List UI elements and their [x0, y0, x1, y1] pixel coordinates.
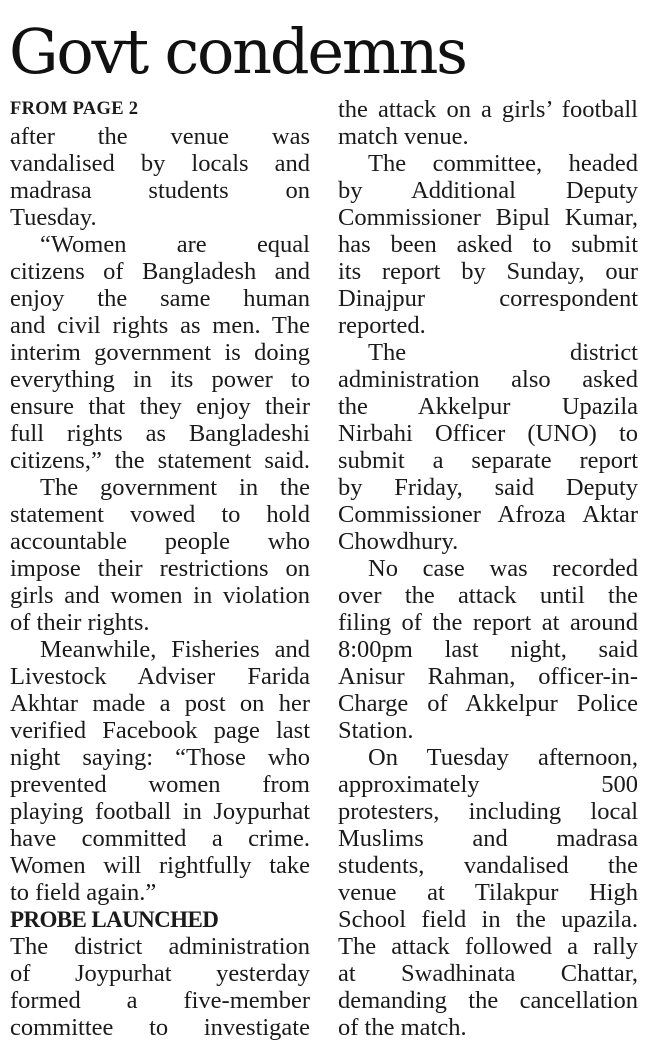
text-line: Meanwhile, Fisheries and [40, 636, 310, 663]
text-line: has been asked to submit [338, 231, 638, 258]
text-line: of Joypurhat yesterday [10, 960, 310, 987]
text-line: venue at Tilakpur High [338, 879, 638, 906]
text-line: and civil rights as men. The [10, 312, 310, 339]
text-line: enjoy the same human [10, 285, 310, 312]
text-line: playing football in Joypurhat [10, 798, 310, 825]
text-line: Women will rightfully take [10, 852, 310, 879]
text-line: the attack on a girls’ football [338, 96, 638, 123]
text-line: The government in the [40, 474, 310, 501]
text-line: citizens of Bangladesh and [10, 258, 310, 285]
text-line: everything in its power to [10, 366, 310, 393]
text-line: students, vandalised the [338, 852, 638, 879]
text-line: protesters, including local [338, 798, 638, 825]
text-line: Akhtar made a post on her [10, 690, 310, 717]
text-line: Tuesday. [10, 204, 97, 231]
text-line: night saying: “Those who [10, 744, 310, 771]
text-line: girls and women in violation [10, 582, 310, 609]
text-line: by Friday, said Deputy [338, 474, 638, 501]
text-line: On Tuesday afternoon, [368, 744, 638, 771]
text-line: Chowdhury. [338, 528, 459, 555]
left-column-body-after-subhead [10, 933, 310, 1041]
text-line: after the venue was [10, 123, 310, 150]
right-column [338, 96, 638, 1041]
text-line: Commissioner Bipul Kumar, [338, 204, 638, 231]
text-line: Commissioner Afroza Aktar [338, 501, 638, 528]
text-line: Muslims and madrasa [338, 825, 638, 852]
text-line: Dinajpur correspondent [338, 285, 638, 312]
text-line: vandalised by locals and [10, 150, 310, 177]
text-line: Anisur Rahman, officer-in- [338, 663, 638, 690]
text-line: The attack followed a rally [338, 933, 638, 960]
text-line: School field in the upazila. [338, 906, 638, 933]
text-line: over the attack until the [338, 582, 638, 609]
text-line: of their rights. [10, 609, 150, 636]
text-line: Station. [338, 717, 414, 744]
text-line: of the match. [338, 1014, 467, 1041]
subhead: PROBE LAUNCHED [10, 907, 219, 932]
text-line: No case was recorded [368, 555, 638, 582]
text-line: interim government is doing [10, 339, 310, 366]
left-column-body [10, 123, 310, 906]
text-line: its report by Sunday, our [338, 258, 638, 285]
text-line: formed a five-member [10, 987, 310, 1014]
left-column [10, 96, 310, 1041]
text-line: committee to investigate [10, 1014, 310, 1041]
text-line: The district administration [10, 933, 310, 960]
text-line: citizens,” the statement said. [10, 447, 310, 474]
text-line: the Akkelpur Upazila [338, 393, 638, 420]
text-line: The district [368, 339, 638, 366]
text-line: statement vowed to hold [10, 501, 310, 528]
text-line: ensure that they enjoy their [10, 393, 310, 420]
text-line: reported. [338, 312, 426, 339]
text-line: prevented women from [10, 771, 310, 798]
right-column-body [338, 96, 638, 1041]
text-line: submit a separate report [338, 447, 638, 474]
text-line: Livestock Adviser Farida [10, 663, 310, 690]
headline: Govt condemns [9, 15, 466, 88]
text-line: 8:00pm last night, said [338, 636, 638, 663]
text-line: to field again.” [10, 879, 157, 906]
text-line: accountable people who [10, 528, 310, 555]
dateline: FROM PAGE 2 [10, 99, 139, 119]
text-line: at Swadhinata Chattar, [338, 960, 638, 987]
text-line: Charge of Akkelpur Police [338, 690, 638, 717]
text-line: “Women are equal [40, 231, 310, 258]
text-line: Nirbahi Officer (UNO) to [338, 420, 638, 447]
text-line: administration also asked [338, 366, 638, 393]
text-line: verified Facebook page last [10, 717, 310, 744]
text-line: approximately 500 [338, 771, 638, 798]
text-line: filing of the report at around [338, 609, 638, 636]
text-line: have committed a crime. [10, 825, 310, 852]
text-line: full rights as Bangladeshi [10, 420, 310, 447]
text-line: madrasa students on [10, 177, 310, 204]
text-line: match venue. [338, 123, 469, 150]
text-line: by Additional Deputy [338, 177, 638, 204]
text-line: impose their restrictions on [10, 555, 310, 582]
text-line: The committee, headed [368, 150, 638, 177]
text-line: demanding the cancellation [338, 987, 638, 1014]
